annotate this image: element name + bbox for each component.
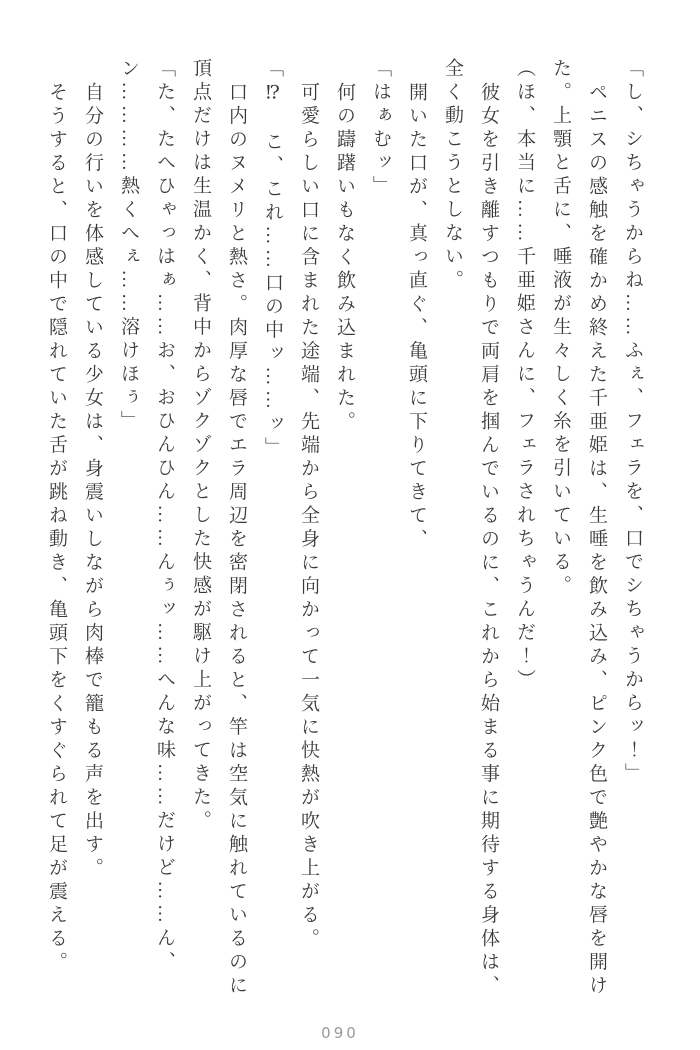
paragraph: 可愛らしい口に含まれた途端、先端から全身に向かって一気に快熱が吹き上がる。	[298, 82, 319, 952]
paragraph: 開いた口が、真っ直ぐ、亀頭に下りてきて、	[406, 82, 427, 552]
paragraph: ペニスの感触を確かめ終えた千亜姫は、生唾を飲み込み、ピンク色で艶やかな唇を開けた。上顎と舌に、唾液が生々しく糸を引いている。	[550, 58, 607, 999]
paragraph: 口内のヌメリと熱さ。肉厚な唇でエラ周辺を密閉されると、竿は空気に触れているのに頂点だけは生温かく、背中からゾクゾクとした快感が駆け上がってきた。	[190, 58, 247, 999]
paragraph: 「た、たへひゃっはぁ……お、おひんひん……んぅッ……へんな味……だけど……ん、ン…………熱くへぇ……溶けほぅ」	[118, 58, 175, 975]
paragraph: 「⁉ こ、これ……口の中ッ……ッ」	[262, 58, 283, 461]
paragraph: 自分の行いを体感している少女は、身震いしながら肉棒で籠もる声を出す。	[82, 82, 103, 881]
paragraph: 「し、シちゃうからね……ふぇ、フェラを、口でシちゃうからッ！」	[622, 58, 643, 787]
paragraph: 「はぁむッ」	[370, 58, 391, 199]
novel-text-block	[36, 58, 650, 1000]
paragraph: 彼女を引き離すつもりで両肩を掴んでいるのに、これから始まる事に期待する身体は、全く動こうとしない。	[442, 58, 499, 999]
page-number: 090	[321, 1024, 359, 1042]
paragraph: （ほ、本当に……千亜姫さんに、フェラされちゃうんだ！）	[514, 58, 535, 693]
paragraph: 何の躊躇いもなく飲み込まれた。	[334, 82, 355, 435]
paragraph: そうすると、口の中で隠れていた舌が跳ね動き、亀頭下をくすぐられて足が震える。	[46, 82, 67, 975]
